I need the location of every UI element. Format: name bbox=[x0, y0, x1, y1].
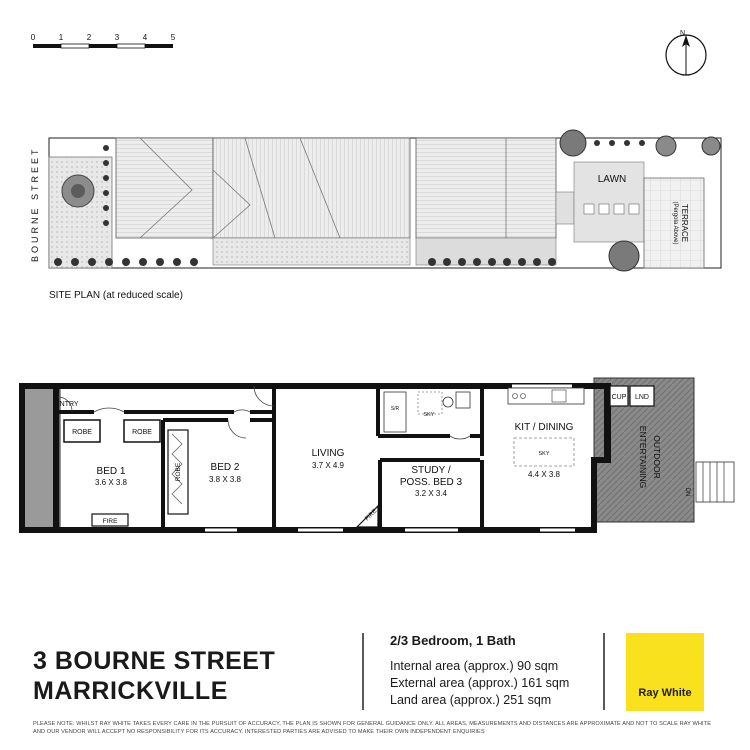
steps bbox=[556, 192, 574, 224]
down-label: DN bbox=[684, 487, 690, 497]
skylight-label: SKY bbox=[423, 412, 435, 418]
basin-icon bbox=[456, 392, 470, 408]
street-label: BOURNE STREET bbox=[30, 146, 40, 262]
cupboard-label: CUP bbox=[611, 394, 627, 401]
land-area: Land area (approx.) 251 sqm bbox=[390, 693, 552, 707]
site-plan-caption: SITE PLAN (at reduced scale) bbox=[49, 290, 183, 301]
bed2-size: 3.8 X 3.8 bbox=[208, 475, 242, 484]
skylight-label: SKY bbox=[538, 451, 550, 457]
tree-icon bbox=[656, 136, 676, 156]
terrace-note: (Pergola Above) bbox=[672, 201, 678, 245]
shower-label: S/R bbox=[390, 406, 400, 412]
bedroom-bath-summary: 2/3 Bedroom, 1 Bath bbox=[390, 633, 516, 648]
sink-icon bbox=[552, 390, 566, 402]
floor-plan bbox=[22, 378, 734, 532]
laundry-label: LND bbox=[634, 394, 650, 401]
scale-bar bbox=[31, 33, 176, 48]
kitchen-bench bbox=[508, 388, 584, 404]
bath-icon bbox=[384, 392, 406, 432]
scale-tick: 4 bbox=[142, 33, 148, 42]
site-plan bbox=[30, 130, 721, 301]
living-name: LIVING bbox=[311, 448, 345, 459]
front-garden bbox=[49, 157, 112, 268]
robe-label: ROBE bbox=[175, 462, 182, 482]
scale-tick: 3 bbox=[114, 33, 120, 42]
ray-white-logo bbox=[626, 633, 704, 711]
bed1-name: BED 1 bbox=[96, 466, 126, 477]
external-area: External area (approx.) 161 sqm bbox=[390, 676, 570, 690]
stairs bbox=[696, 462, 734, 502]
internal-area: Internal area (approx.) 90 sqm bbox=[390, 659, 559, 673]
kitchen-size: 4.4 X 3.8 bbox=[527, 470, 561, 479]
scale-tick: 0 bbox=[30, 33, 36, 42]
study-size: 3.2 X 3.4 bbox=[414, 489, 448, 498]
scale-tick: 5 bbox=[170, 33, 176, 42]
scale-tick: 2 bbox=[86, 33, 92, 42]
north-arrow-icon bbox=[666, 30, 706, 75]
tree-icon bbox=[609, 241, 639, 271]
kitchen-name: KIT / DINING bbox=[514, 422, 574, 433]
door-swing bbox=[450, 436, 470, 439]
skylight-bath bbox=[418, 392, 442, 414]
bed1-size: 3.6 X 3.8 bbox=[94, 478, 128, 487]
door-swing bbox=[94, 408, 124, 412]
outdoor-label: OUTDOOR bbox=[652, 435, 662, 479]
entry-label: ENTRY bbox=[55, 401, 79, 408]
brand-name: Ray White bbox=[638, 687, 692, 699]
study-name-line2: POSS. BED 3 bbox=[399, 477, 463, 488]
north-label: N bbox=[680, 30, 686, 37]
address-block bbox=[33, 646, 275, 706]
terrace-label: TERRACE bbox=[680, 203, 689, 243]
fire-label: FIRE bbox=[364, 508, 379, 523]
study-name-line1: STUDY / bbox=[411, 465, 451, 476]
bed2-name: BED 2 bbox=[210, 462, 240, 473]
roof-section bbox=[116, 138, 213, 238]
fire-label: FIRE bbox=[102, 518, 118, 525]
lawn-label: LAWN bbox=[597, 174, 627, 185]
disclaimer-text: PLEASE NOTE: WHILST RAY WHITE TAKES EVERY CARE IN THE PURSUIT OF ACCURACY, THE PLAN IS SHOWN FOR GENERAL GUIDANCE ONLY. ALL AREAS, MEASUREMENTS AND DISTANCES ARE APPROXIMATE AND NOT TO SCALE RAY WHITE AND OUR VENDOR WILL ACCEPT NO RESPONSIBILITY FOR ITS ACCURACY. INTERESTED PARTIES ARE ADVISED TO MAKE THEIR OWN INDEPENDENT ENQUIRIES bbox=[33, 721, 712, 735]
door-swing bbox=[228, 420, 246, 438]
roof-section bbox=[213, 138, 410, 238]
entertaining-label: ENTERTAINING bbox=[638, 425, 648, 489]
tree-icon bbox=[71, 184, 85, 198]
robe-label: ROBE bbox=[72, 429, 92, 436]
tree-icon bbox=[560, 130, 586, 156]
door-swing bbox=[234, 410, 250, 412]
address-line2: MARRICKVILLE bbox=[33, 677, 228, 705]
side-path bbox=[213, 238, 410, 265]
robe-label: ROBE bbox=[132, 429, 152, 436]
tree-icon bbox=[702, 137, 720, 155]
roof-section bbox=[416, 138, 556, 238]
toilet-icon bbox=[443, 397, 453, 407]
property-details bbox=[390, 633, 600, 709]
living-size: 3.7 X 4.9 bbox=[311, 461, 345, 470]
scale-tick: 1 bbox=[58, 33, 64, 42]
address-line1: 3 BOURNE STREET bbox=[33, 647, 276, 675]
